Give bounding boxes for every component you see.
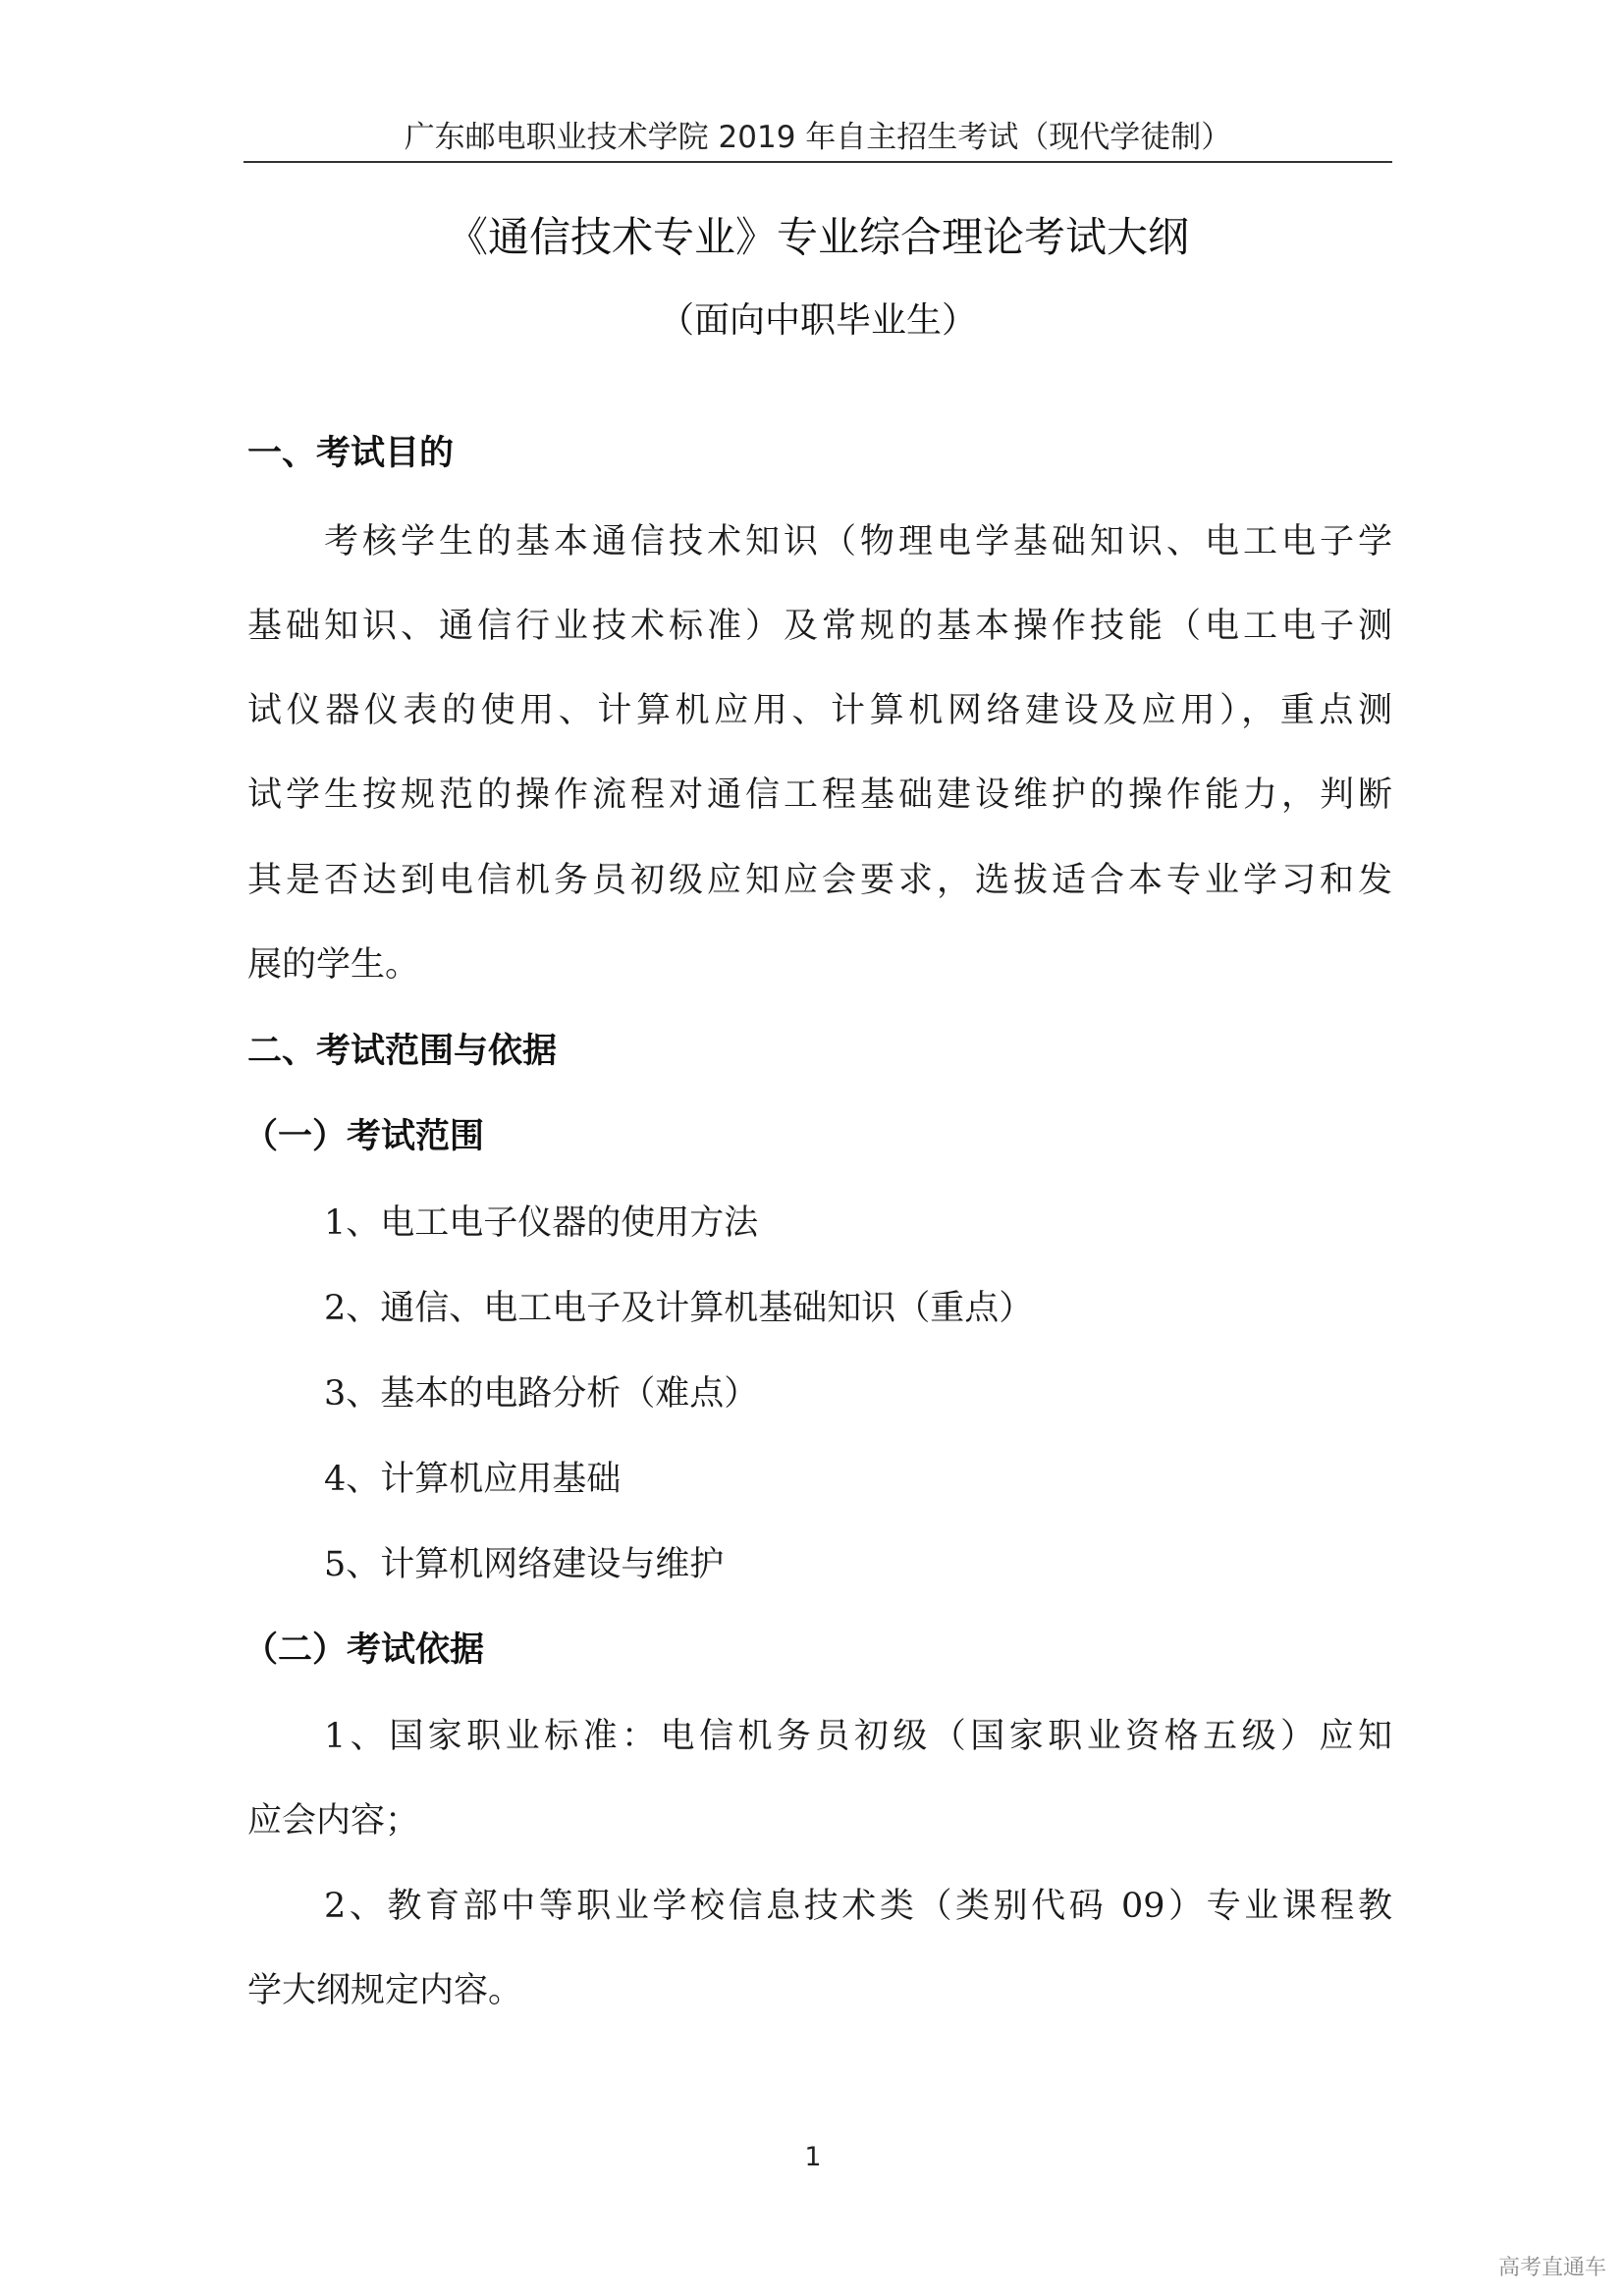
paragraph-line: 基础知识、通信行业技术标准）及常规的基本操作技能（电工电子测 bbox=[247, 607, 1392, 646]
paragraph-line: 1、国家职业标准：电信机务员初级（国家职业资格五级）应知 bbox=[324, 1717, 1392, 1756]
document-subtitle: （面向中职毕业生） bbox=[658, 300, 977, 341]
paragraph-line: 其是否达到电信机务员初级应知应会要求，选拔适合本专业学习和发 bbox=[247, 861, 1392, 900]
page-header: 广东邮电职业技术学院 2019 年自主招生考试（现代学徒制） bbox=[404, 120, 1232, 155]
paragraph-line: 试学生按规范的操作流程对通信工程基础建设维护的操作能力，判断 bbox=[247, 775, 1392, 815]
list-item: 5、计算机网络建设与维护 bbox=[324, 1545, 725, 1584]
watermark-text: 高考直通车 bbox=[1497, 2256, 1606, 2280]
section-heading-scope: 二、考试范围与依据 bbox=[247, 1032, 558, 1071]
paragraph-line: 学大纲规定内容。 bbox=[247, 1971, 523, 2010]
paragraph-line: 展的学生。 bbox=[247, 945, 420, 985]
header-divider bbox=[244, 161, 1392, 163]
paragraph-line: 2、教育部中等职业学校信息技术类（类别代码 09）专业课程教 bbox=[324, 1887, 1392, 1926]
subsection-heading-scope: （一）考试范围 bbox=[244, 1117, 485, 1156]
list-item: 4、计算机应用基础 bbox=[324, 1460, 622, 1499]
section-heading-purpose: 一、考试目的 bbox=[247, 434, 455, 473]
subsection-heading-basis: （二）考试依据 bbox=[244, 1630, 485, 1670]
paragraph-line: 应会内容； bbox=[247, 1801, 420, 1841]
document-title: 《通信技术专业》专业综合理论考试大纲 bbox=[446, 213, 1189, 261]
list-item: 1、电工电子仪器的使用方法 bbox=[324, 1203, 759, 1243]
paragraph-line: 试仪器仪表的使用、计算机应用、计算机网络建设及应用），重点测 bbox=[247, 691, 1392, 730]
paragraph-line: 考核学生的基本通信技术知识（物理电学基础知识、电工电子学 bbox=[324, 522, 1392, 561]
page-number: 1 bbox=[804, 2142, 822, 2172]
list-item: 2、通信、电工电子及计算机基础知识（重点） bbox=[324, 1289, 1034, 1328]
list-item: 3、基本的电路分析（难点） bbox=[324, 1374, 759, 1414]
